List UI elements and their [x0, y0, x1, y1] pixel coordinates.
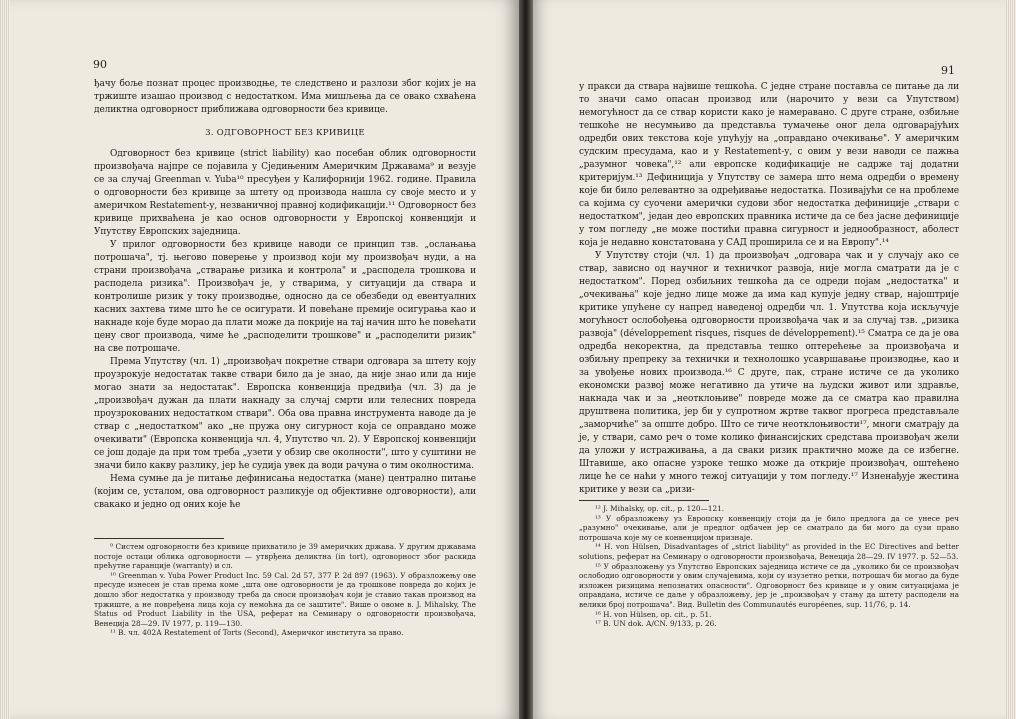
- footnote: ¹⁰ Greenman v. Yuba Power Product Inc. 59 Cal. 2d 57, 377 P. 2d 897 (1963). У образложењу ове пресуде изнесен је став према коме „шта оне одговорности је да трошкове повреда до којих је дошло због недостатка у производу треба да сноси произвођач који је ставио такав производ на тржиште, а не повређена лица која су немоћна да се заштите". Више о овоме в. J. Mihalsky, The Status od Product Liability in the USA, реферат на Семинару о одговорности произвођача, Венеција 28—29. IV 1977, p. 119—130.: [94, 570, 476, 628]
- paragraph: Одговорност без кривице (strict liability) као посебан облик одговорности произвођача најпре се појавила у Сједињеним Америчким Државама⁹ и везује се за случај Greenman v. Yuba¹⁰ пресуђен у Калифорнији 1962. године. Правила о одговорности без кривице за штету од производа нашла су своје место и у америчком Restatement-у, незваничној правној кодификацији.¹¹ Одговорност без кривице прихваћена је као основ одговорности у Европској конвенцији и Упутству Европских заједница.: [94, 149, 476, 237]
- paragraph: У прилог одговорности без кривице наводи се принцип тзв. „ослањања потрошача", тј. његово поверење у производ који му произвођач нуди, а на страни произвођача „стварање ризика и контрола" и „расподела трошкова и расподела ризика". Произвођач је, у стварима, у ситуацији да ствара и контролише ризик у току производње, односно да се обезбеди од евентуалних касних захтева тиме што ће се осигурати. И повећане премије осигурања као и накнаде које буде морао да плати може да покрије на тај начин што ће повећати цену свог производа, чиме ће „расподелити трошкове" и „расподелити ризик" на све потрошаче.: [94, 240, 476, 354]
- paragraph: у пракси да ствара највише тешкоћа. С једне стране постављa се питање да ли то значи само опасан производ или (нарочито у вези са Упутством) немогућност да се ствар користи како је намеравано. С друге стране, озбиљне тешкоће не несумњиво да представља тумачење оног дела одговарајућих одредби ових текстова које упућују на „оправдано очекивање". У америчким судским пресудама, као и у Restatement-у, с овим у вези наводи се пажња „разумног човека",¹² али европске кодификације не садрже тај додатни критеријум.¹³ Дефиниција у Упутству се замера што нема одредби о времену које би било релевантно за одређивање недостатка. Позивајући се на проблеме са којима су суочени амерички судови због недостатка дефиниције „ствари с недостатком", један део европских правника истиче да се без јасне дефиниције у том погледу „не може постићи правна сигурност и једнообразност, аболест која је недавно констатована у САД проширила се и на Европу".¹⁴: [579, 82, 959, 248]
- paragraph: Према Упутству (чл. 1) „произвођач покретне ствари одговара за штету коју проузрокује недостатак такве ствари било да је знао, да није знао или да није могао знати за недостатак". Европска конвенција предвиђа (чл. 3) да је „произвођач дужан да плати накнаду за случај смрти или телесних повреда проузрокованих недостатком ствари". Оба ова правна инструмента наводе да је ствар с „недостатком" ако „не пружа ону сигурност која се оправдано може очекивати" (Европска конвенција чл. 4, Упутство чл. 2). У Европској конвенцији се још додаје да при том треба „узети у обзир све околности", што у суштини не значи било какву разлику, јер ће судија увек да води рачуна о тим околностима.: [94, 357, 476, 471]
- footnote: ¹¹ В. чл. 402А Restatement of Torts (Second), Америчког института за право.: [110, 628, 404, 638]
- body-text: [579, 81, 959, 497]
- paragraph: Нема сумње да је питање дефинисања недостатка (мане) централно питање (којим се, усталом, ова одговорност разликује од објективне одговорности), али свакако и једно од оних које ће: [94, 474, 476, 510]
- footnote: ¹⁶ H. von Hülsen, op. cit., p. 51.: [595, 609, 712, 619]
- paragraph: ђачу боље познат процес производње, те следствено и разлози због којих је на тржиште изашао производ с недостатком. Има мишљења да се овако схваћена деликтна одговорност приближава одговорности без кривице.: [94, 79, 476, 115]
- footnotes: [94, 538, 476, 638]
- footnote-rule: [579, 500, 709, 501]
- page-edge: [0, 0, 10, 719]
- right-page: [533, 0, 1016, 719]
- page-number: 91: [941, 64, 955, 77]
- paragraph: У Упутству стоји (чл. 1) да произвођач „одговара чак и у случају ако се ствар, зависно од научног и техничког развоја, није могла сматрати да је с недостатком". Поред озбиљних тешкоћа да се одреди појам „недостатка" и „очекивања" које једно лице може да има кад купује једну ствар, најоштрије критике упућене су напред наведеној одредби чл. 1. Упутства која искључује могућност ослобођења одговорности произвођача чак и за случај тзв. „ризика развоја" (développement risques, risques de développement).¹⁵ Сматра се да је ова одредба некоректна, да представља тешко оптерећење за произвођача и озбиљну препреку за технички и технолошко усавршавање производње, као и за увођење нових производа.¹⁶ С друге, пак, стране истиче се да уколико економски развој може негативно да утиче на људски живот или здравље, накнада чак и за „неотклоњиве" повреде може да се сматра као правилна друштвена политика, јер би у супротном жртве таквог прогреса представљале „заморчиће" за опште добро. Што се тиче неотклоњивости¹⁷, многи сматрају да је, у ствари, само реч о томе колико финансијских средстава произвођач жели да уложи у истраживања, а да сваки ризик практично може да се избегне. Штавише, ако опасне узроке тешко може да открије произвођач, оштећено лице ће се наћи у много тежој ситуацији у том погледу.¹⁷ Изненађује жестина критике у вези са „ризи-: [579, 251, 959, 495]
- footnote: ⁹ Систем одговорности без кривице прихватило је 39 америчких држава. У другим државама постоје остаци облика одговорности — утврђена деликтна (in tort), одговорност због раскида прећутне гаранције (warranty) и сл.: [94, 542, 476, 571]
- page-edge: [1006, 0, 1016, 719]
- page-number: 90: [93, 58, 107, 71]
- footnote: ¹⁷ B. UN dok. A/CN. 9/133, p. 26.: [595, 619, 717, 629]
- section-heading: 3. ОДГОВОРНОСТ БЕЗ КРИВИЦЕ: [205, 128, 365, 138]
- body-text: [94, 78, 476, 512]
- footnotes: [579, 500, 959, 629]
- footnote: ¹⁵ У образложењу уз Упутство Европских заједница истиче се да „уколико би се произвођач ослободио одговорности у овим случајевима, који су изузетно ретки, потрошач би могао да буде изложен ризицима непознатих опасности". Одговорност без кривице и у овим ситуацијама је оправдана, истиче се даље у образложењу, јер је „произвођач у стању да штету расподели на велики број потрошача". Вид. Bulletin des Communautés européenes, sup. 11/76, p. 14.: [579, 561, 959, 609]
- footnote: ¹⁴ H. von Hülsen, Disadvantages of „strict liability" as provided in the EC Directives and better solutions, реферат на Семинару о одговорности произвођача, Венеција 28—29. IV 1977. p. 52—53.: [579, 542, 959, 561]
- footnote: ¹³ У образложењу уз Европску конвенцију стоји да је било предлога да се унесе реч „разумно" очекивање, али је предлог одбачен јер се сматрало да би мого да сузи право потрошача које му се конвенцијом признаје.: [579, 513, 959, 542]
- footnote-rule: [94, 538, 224, 539]
- book-gutter: [519, 0, 533, 719]
- footnote: ¹² J. Mihalsky, op. cit., p. 120—121.: [595, 504, 725, 513]
